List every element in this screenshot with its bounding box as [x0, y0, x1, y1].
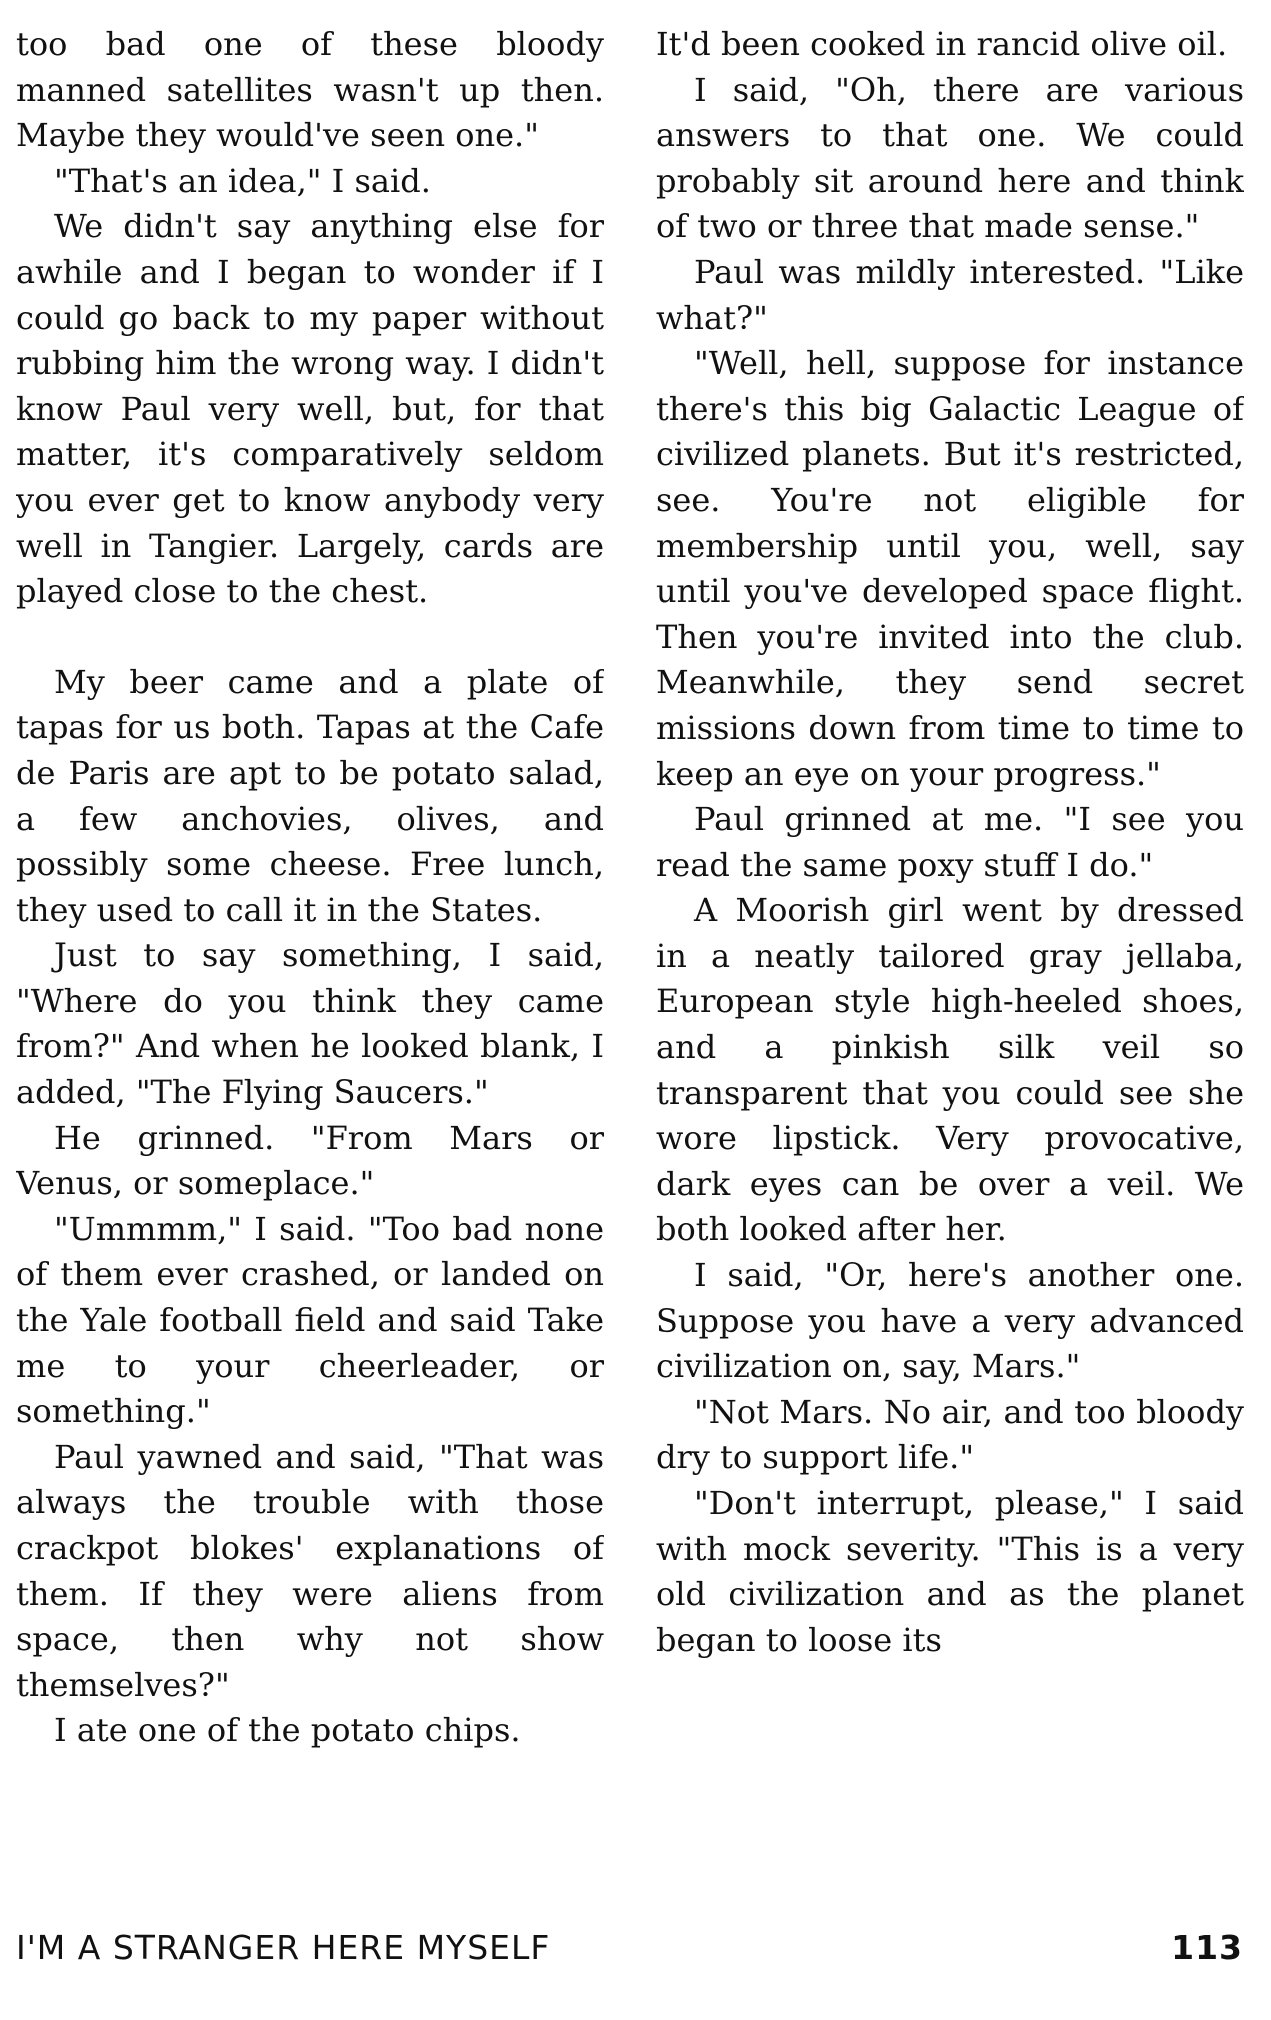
book-page [16, 22, 1244, 1902]
paragraph: I said, "Oh, there are various answers to that one. We could probably sit around here and think of two or three that made sense." [656, 70, 1244, 246]
paragraph: "Well, hell, suppose for instance there's this big Galactic League of civilized planets. But it's restricted, see. You're not eligible for membership until you, well, say until you've developed space flight. Then you're invited into the club. Meanwhile, they send secret missions down from time to time to keep an eye on your progress." [656, 344, 1244, 793]
paragraph: Paul yawned and said, "That was always the trouble with those crackpot blokes' explanations of them. If they were aliens from space, then why not show themselves?" [16, 1437, 604, 1704]
paragraph: I ate one of the potato chips. [54, 1711, 521, 1750]
paragraph: "That's an idea," I said. [54, 161, 431, 200]
paragraph: too bad one of these bloody manned satellites wasn't up then. Maybe they would've seen one." [16, 25, 604, 155]
paragraph: He grinned. "From Mars or Venus, or someplace." [16, 1118, 604, 1203]
running-title: I'M A STRANGER HERE MYSELF [16, 1928, 551, 1967]
page-number: 113 [1171, 1928, 1243, 1967]
page-footer [16, 1928, 1243, 1967]
paragraph: "Ummmm," I said. "Too bad none of them ever crashed, or landed on the Yale football field and said Take me to your cheerleader, or something." [16, 1209, 604, 1431]
right-column [656, 22, 1244, 1902]
paragraph: Just to say something, I said, "Where do you think they came from?" And when he looked blank, I added, "The Flying Saucers." [16, 936, 604, 1112]
paragraph: Paul was mildly interested. "Like what?" [656, 252, 1244, 337]
paragraph: "Don't interrupt, please," I said with mock severity. "This is a very old civilization and as the planet began to loose its [656, 1484, 1244, 1659]
paragraph: Paul grinned at me. "I see you read the same poxy stuff I do." [656, 800, 1244, 884]
left-column [16, 22, 604, 1902]
paragraph: We didn't say anything else for awhile and I began to wonder if I could go back to my paper without rubbing him the wrong way. I didn't know Paul very well, but, for that matter, it's comparatively seldom you ever get to know anybody very well in Tangier. Largely, cards are played close to the chest. [16, 207, 604, 611]
paragraph: A Moorish girl went by dressed in a neatly tailored gray jellaba, European style high-heeled shoes, and a pinkish silk veil so transparent that you could see she wore lipstick. Very provocative, dark eyes can be over a veil. We both looked after her. [656, 891, 1244, 1249]
paragraph: My beer came and a plate of tapas for us both. Tapas at the Cafe de Paris are apt to be potato salad, a few anchovies, olives, and possibly some cheese. Free lunch, they used to call it in the States. [16, 662, 604, 929]
paragraph: I said, "Or, here's another one. Suppose you have a very advanced civilization on, say, Mars." [656, 1256, 1244, 1386]
paragraph: "Not Mars. No air, and too bloody dry to support life." [656, 1392, 1244, 1477]
paragraph: It'd been cooked in rancid olive oil. [656, 25, 1228, 63]
